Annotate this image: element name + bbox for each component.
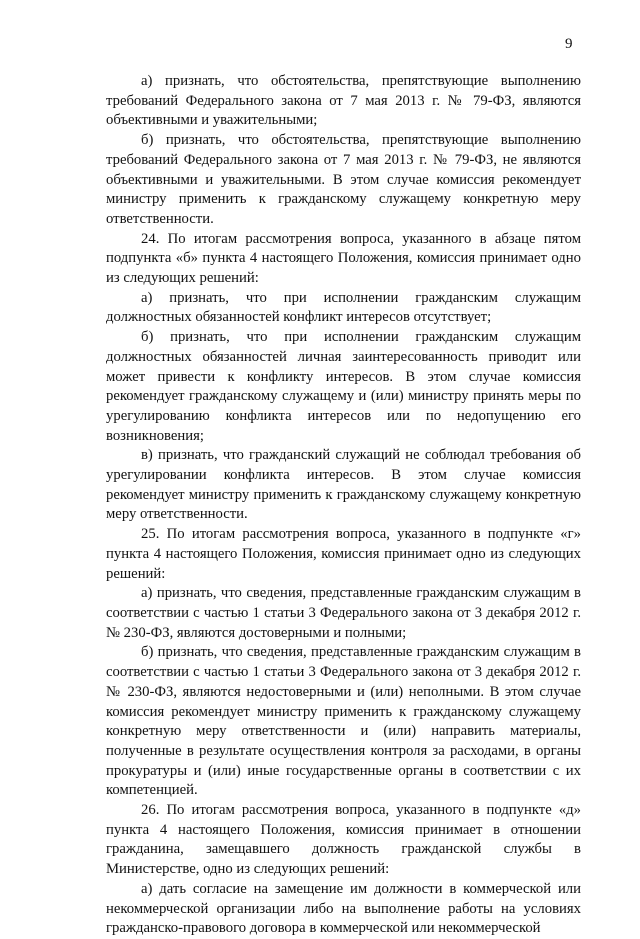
paragraph-24c: в) признать, что гражданский служащий не соблюдал требования об урегулировании конфликта интересов. В этом случае комиссия рекомендует министру применить к гражданскому служащему конкретную меру ответственности.	[106, 447, 581, 523]
paragraph-24b: б) признать, что при исполнении гражданским служащим должностных обязанностей личная заинтересованность приводит или может привести к конфликту интересов. В этом случае комиссия рекомендует гражданскому служащему и (или) министру принять меры по урегулированию конфликта интересов или по недопущению его возникновения;	[106, 329, 581, 444]
paragraph-25: 25. По итогам рассмотрения вопроса, указанного в подпункте «г» пункта 4 настоящего Положения, комиссия принимает одно из следующих решений:	[106, 526, 581, 582]
paragraph-24: 24. По итогам рассмотрения вопроса, указанного в абзаце пятом подпункта «б» пункта 4 настоящего Положения, комиссия принимает одно из следующих решений:	[106, 230, 581, 287]
paragraph-26: 26. По итогам рассмотрения вопроса, указанного в подпункте «д» пункта 4 настоящего Положения, комиссия принимает в отношении гражданина, замещавшего должность гражданской службы в Министерстве, одно из следующих решений:	[106, 802, 581, 878]
paragraph-25a: а) признать, что сведения, представленные гражданским служащим в соответствии с частью 1 статьи 3 Федерального закона от 3 декабря 2012 г. № 230-ФЗ, являются достоверными и полными;	[106, 585, 581, 641]
paragraph-23a: а) признать, что обстоятельства, препятствующие выполнению требований Федерального закона от 7 мая 2013 г. № 79-ФЗ, являются объективными и уважительными;	[106, 73, 581, 129]
paragraph-24a: а) признать, что при исполнении гражданским служащим должностных обязанностей конфликт интересов отсутствует;	[106, 289, 581, 326]
paragraph-25b: б) признать, что сведения, представленные гражданским служащим в соответствии с частью 1 статьи 3 Федерального закона от 3 декабря 2012 г. № 230-ФЗ, являются недостоверными и (или) неполными. В этом случае комиссия рекомендует министру применить к гражданскому служащему конкретную меру ответственности и (или) направить материалы, полученные в результате осуществления контроля за расходами, в органы прокуратуры и (или) иные государственные органы в соответствии с их компетенцией.	[106, 644, 581, 799]
paragraph-23b: б) признать, что обстоятельства, препятствующие выполнению требований Федерального закона от 7 мая 2013 г. № 79-ФЗ, не являются объективными и уважительными. В этом случае комиссия рекомендует министру применить к гражданскому служащему конкретную меру ответственности.	[106, 132, 581, 227]
paragraph-26a: а) дать согласие на замещение им должности в коммерческой или некоммерческой организации либо на выполнение работы на условиях гражданско-правового договора в коммерческой или некоммерческой	[106, 880, 581, 937]
page-number: 9	[565, 36, 573, 52]
body-text	[106, 72, 581, 939]
